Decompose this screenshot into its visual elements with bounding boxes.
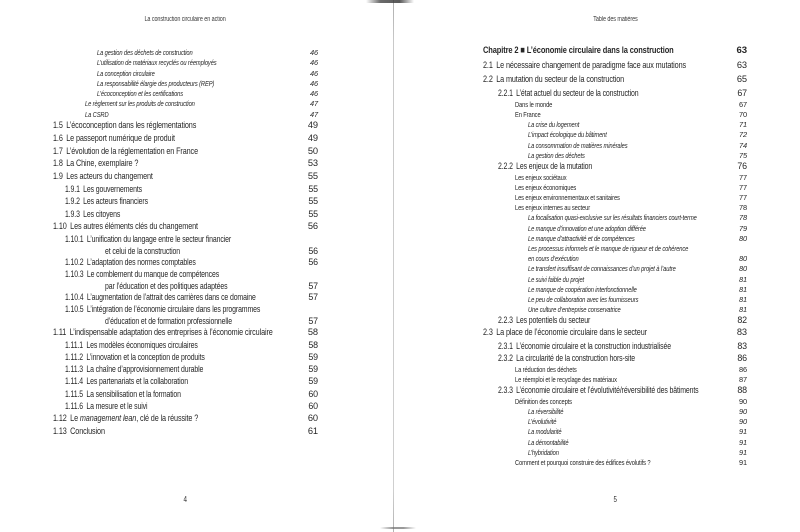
toc-entry-label: 1.11.4 Les partenariats et la collaboration	[65, 376, 188, 387]
toc-entry-label: Une culture d’entreprise conservatrice	[528, 305, 621, 315]
toc-entry-label: L’hybridation	[528, 447, 559, 457]
toc-entry-page: 70	[738, 109, 747, 119]
toc-entry	[483, 398, 747, 408]
toc-entry-label: 1.10.5 L’intégration de l’économie circulaire dans les programmes	[65, 303, 261, 314]
toc-entry-page: 59	[308, 364, 318, 375]
toc-entry-page: 55	[308, 208, 318, 219]
toc-entry-page: 83	[737, 341, 747, 352]
toc-entry-page: 71	[738, 120, 747, 130]
toc-entry	[483, 459, 747, 469]
toc-entry-label: 1.7 L’évolution de la réglementation en France	[53, 145, 198, 156]
right-running-header	[483, 16, 747, 23]
toc-entry-label: La réversibilité	[528, 407, 564, 417]
toc-entry	[483, 142, 747, 152]
toc-entry-page: 55	[308, 196, 318, 207]
toc-entry-label: 1.10.2 L’adaptation des normes comptables	[65, 256, 196, 267]
toc-entry	[483, 61, 747, 75]
toc-entry-label: La gestion des déchets	[528, 150, 585, 160]
toc-entry-page: 56	[307, 220, 318, 231]
toc-entry-label: 1.6 Le passeport numérique de produit	[53, 132, 175, 143]
toc-entry-label: 1.13 Conclusion	[53, 426, 105, 437]
toc-entry-page: 53	[307, 158, 318, 169]
toc-entry-page: 90	[738, 396, 747, 406]
toc-entry	[483, 245, 747, 255]
toc-entry-label: Le manque d’attractivité et de compétences	[528, 233, 635, 243]
toc-entry-page: 46	[309, 68, 318, 78]
toc-entry-label: Le réemploi et le recyclage des matériaux	[515, 374, 617, 384]
toc-entry-label: 2.2.1 L’état actuel du secteur de la construction	[498, 88, 639, 98]
toc-entry	[483, 428, 747, 438]
toc-entry-page: 57	[308, 316, 318, 327]
toc-entry-label: 2.3.3 L’économie circulaire et l’évolutivité/réversibilité des bâtiments	[498, 385, 699, 396]
toc-entry-label: 2.2.3 Les potentiels du secteur	[498, 315, 591, 326]
toc-entry-label: En France	[515, 109, 541, 119]
toc-entry-label: Définition des concepts	[515, 396, 572, 406]
toc-entry-page: 91	[738, 437, 747, 447]
toc-entry-page: 77	[738, 182, 747, 192]
toc-entry-page: 67	[738, 99, 747, 109]
toc-entry-label: La conception circulaire	[97, 68, 155, 78]
toc-entry-label: L’utilisation de matériaux recyclés ou réemployés	[97, 58, 217, 68]
toc-entry-label: 1.11 L’indispensable adaptation des entreprises à l’économie circulaire	[53, 326, 273, 337]
toc-entry-label: 1.10.1 L’unification du langage entre le secteur financier	[65, 233, 232, 244]
toc-entry-label: L’évolutivité	[528, 417, 557, 427]
toc-entry-page: 86	[737, 352, 747, 363]
toc-entry-page: 46	[309, 48, 318, 57]
toc-entry-page: 49	[307, 120, 318, 131]
toc-entry-label: La modularité	[528, 427, 562, 437]
toc-entry-label: Le suivi faible du projet	[528, 274, 585, 284]
toc-entry-label: 2.1 Le nécessaire changement de paradigme face aux mutations	[483, 60, 687, 70]
right-running-header-text: Table des matières	[592, 16, 638, 23]
toc-entry-label: 2.3 La place de l’économie circulaire dans le secteur	[483, 327, 647, 338]
toc-entry-page: 86	[738, 364, 747, 374]
toc-entry-page: 50	[307, 145, 318, 156]
toc-entry-label: 1.9 Les acteurs du changement	[53, 171, 153, 182]
toc-entry-page: 46	[309, 58, 318, 68]
toc-entry-page: 76	[737, 160, 747, 171]
toc-entry-page: 59	[308, 376, 318, 387]
toc-entry-label: Dans le monde	[515, 99, 553, 109]
toc-entry-page: 82	[737, 315, 747, 326]
toc-entry-page: 49	[307, 132, 318, 143]
toc-entry-label: Le manque de coopération interfonctionnelle	[528, 284, 637, 294]
toc-entry-page: 87	[738, 374, 747, 384]
toc-entry-label: 2.2.2 Les enjeux de la mutation	[498, 160, 593, 171]
toc-entry-page: 63	[736, 60, 747, 70]
toc-entry-page: 88	[737, 385, 747, 396]
toc-entry-label: et celui de la construction	[105, 246, 180, 257]
toc-entry-page: 75	[738, 150, 747, 160]
toc-entry-page: 81	[738, 294, 747, 304]
toc-entry-label: Les enjeux sociétaux	[515, 172, 567, 182]
toc-entry-label: 2.3.1 L’économie circulaire et la construction industrialisée	[498, 341, 671, 352]
toc-entry	[53, 80, 318, 90]
toc-entry-label: par l’éducation et des politiques adaptées	[105, 281, 228, 292]
toc-entry	[483, 328, 747, 342]
toc-entry-label: L’impact écologique du bâtiment	[528, 130, 607, 140]
toc-entry-label: 1.9.3 Les citoyens	[65, 208, 121, 219]
toc-entry-label: Comment et pourquoi construire des édifices évolutifs ?	[515, 458, 651, 468]
toc-entry	[53, 427, 318, 440]
toc-entry-page: 80	[738, 254, 747, 264]
toc-entry-label: La démontabilité	[528, 437, 569, 447]
toc-entry-label: 1.11.1 Les modèles économiques circulaires	[65, 339, 198, 350]
toc-entry-label: Le règlement sur les produits de construction	[85, 99, 195, 109]
toc-entry	[53, 59, 318, 69]
toc-entry-label: 1.10.4 L’augmentation de l’attrait des carrières dans ce domaine	[65, 291, 256, 302]
toc-entry-page: 58	[307, 326, 318, 337]
toc-entry-page: 91	[738, 447, 747, 457]
left-toc	[53, 49, 318, 440]
toc-entry-page: 58	[308, 339, 318, 350]
toc-entry-label: Les enjeux économiques	[515, 182, 577, 192]
toc-entry-page: 57	[308, 281, 318, 292]
toc-entry	[483, 75, 747, 89]
toc-entry-page: 91	[738, 427, 747, 437]
toc-entry-page: 60	[308, 388, 318, 399]
toc-entry-label: Les enjeux environnementaux et sanitaires	[515, 193, 620, 203]
toc-entry-page: 46	[309, 78, 318, 88]
toc-entry-label: Chapitre 2 ■ L’économie circulaire dans la construction	[483, 45, 674, 56]
toc-entry	[483, 408, 747, 418]
toc-entry	[53, 235, 318, 247]
toc-entry-page: 81	[738, 274, 747, 284]
toc-entry-page: 60	[307, 413, 318, 424]
left-page-number-text: 4	[183, 495, 188, 504]
toc-entry-label: La consommation de matières minérales	[528, 140, 628, 150]
toc-entry-label: 1.10 Les autres éléments clés du changement	[53, 220, 198, 231]
toc-entry-label: 1.11.2 L’innovation et la conception de produits	[65, 351, 205, 362]
toc-entry-label: La crise du logement	[528, 120, 580, 130]
toc-entry	[483, 46, 747, 61]
left-running-header-text: La construction circulaire en action	[144, 16, 227, 23]
toc-entry-label: Les processus informels et le manque de rigueur et de cohérence	[528, 244, 689, 254]
toc-entry-label: La CSRD	[85, 109, 109, 119]
toc-entry-label: 1.10.3 Le comblement du manque de compétences	[65, 268, 220, 279]
toc-entry-page: 46	[309, 89, 318, 99]
toc-entry-label: La focalisation quasi-exclusive sur les résultats financiers court-terme	[528, 213, 697, 223]
right-toc	[483, 46, 747, 469]
toc-entry-page: 77	[738, 193, 747, 203]
toc-entry-page: 57	[308, 291, 318, 302]
toc-entry-page: 55	[307, 171, 318, 182]
toc-entry-label: 2.3.2 La circularité de la construction hors-site	[498, 352, 636, 363]
right-page-number-text: 5	[613, 495, 617, 504]
toc-entry-page: 61	[307, 426, 318, 437]
toc-entry-label: 1.5 L’écoconception dans les réglementations	[53, 120, 197, 131]
toc-entry-label: Le peu de collaboration avec les fournisseurs	[528, 294, 639, 304]
toc-entry-page: 60	[308, 401, 318, 412]
toc-entry-page: 74	[738, 140, 747, 150]
toc-entry	[483, 418, 747, 428]
toc-entry	[483, 111, 747, 121]
toc-entry-label: La responsabilité élargie des producteurs (REP)	[97, 78, 215, 88]
toc-entry-label: 1.9.2 Les acteurs financiers	[65, 196, 148, 207]
toc-entry-page: 90	[738, 407, 747, 417]
toc-entry-page: 47	[309, 99, 318, 109]
toc-entry-page: 56	[308, 256, 318, 267]
toc-entry-label: Les enjeux internes au secteur	[515, 203, 591, 213]
toc-entry-page: 83	[736, 327, 747, 338]
toc-entry	[483, 439, 747, 449]
toc-entry-label: Le manque d’innovation et une adoption différée	[528, 223, 646, 233]
toc-entry-label: 1.9.1 Les gouvernements	[65, 184, 142, 195]
toc-entry-page: 47	[309, 109, 318, 119]
toc-entry-page: 78	[738, 203, 747, 213]
toc-entry-page: 79	[738, 223, 747, 233]
toc-entry-label: en cours d’exécution	[528, 254, 579, 264]
toc-entry-page: 63	[736, 45, 747, 56]
toc-entry-label: La gestion des déchets de construction	[97, 48, 193, 57]
gutter-shadow-bottom-icon	[380, 527, 416, 529]
toc-entry-label: 2.2 La mutation du secteur de la construction	[483, 74, 625, 84]
toc-entry-page: 59	[308, 351, 318, 362]
toc-entry-label: 1.12 Le management lean, clé de la réussite ?	[53, 413, 199, 424]
toc-entry-page: 78	[738, 213, 747, 223]
toc-entry-page: 81	[738, 284, 747, 294]
toc-entry-page: 72	[738, 130, 747, 140]
toc-entry-page: 91	[738, 458, 747, 468]
toc-entry-label: d’éducation et de formation professionnelle	[105, 316, 232, 327]
toc-entry-page: 55	[308, 184, 318, 195]
toc-entry-label: L’écoconception et les certifications	[97, 89, 184, 99]
toc-entry	[483, 121, 747, 131]
left-running-header	[53, 16, 318, 23]
toc-entry-page: 80	[738, 233, 747, 243]
toc-entry-label: 1.11.6 La mesure et le suivi	[65, 401, 148, 412]
toc-entry-page: 80	[738, 264, 747, 274]
toc-entry-page: 56	[308, 246, 318, 257]
toc-entry-page: 77	[738, 172, 747, 182]
toc-entry-label: 1.11.5 La sensibilisation et la formation	[65, 388, 181, 399]
right-page-number	[483, 495, 747, 504]
toc-entry-label: La réduction des déchets	[515, 364, 577, 374]
page-gutter-line	[393, 0, 394, 532]
toc-entry-page: 90	[738, 417, 747, 427]
toc-entry-label: 1.8 La Chine, exemplaire ?	[53, 158, 139, 169]
toc-entry-page: 81	[738, 305, 747, 315]
toc-entry-page: 65	[736, 74, 747, 84]
toc-entry	[483, 265, 747, 275]
toc-entry-page: 67	[737, 88, 747, 98]
toc-entry-label: 1.11.3 La chaîne d’approvisionnement durable	[65, 364, 204, 375]
gutter-shadow-top-icon	[366, 0, 414, 3]
toc-entry-label: Le transfert insuffisant de connaissances d’un projet à l’autre	[528, 264, 676, 274]
left-page-number	[53, 495, 318, 504]
